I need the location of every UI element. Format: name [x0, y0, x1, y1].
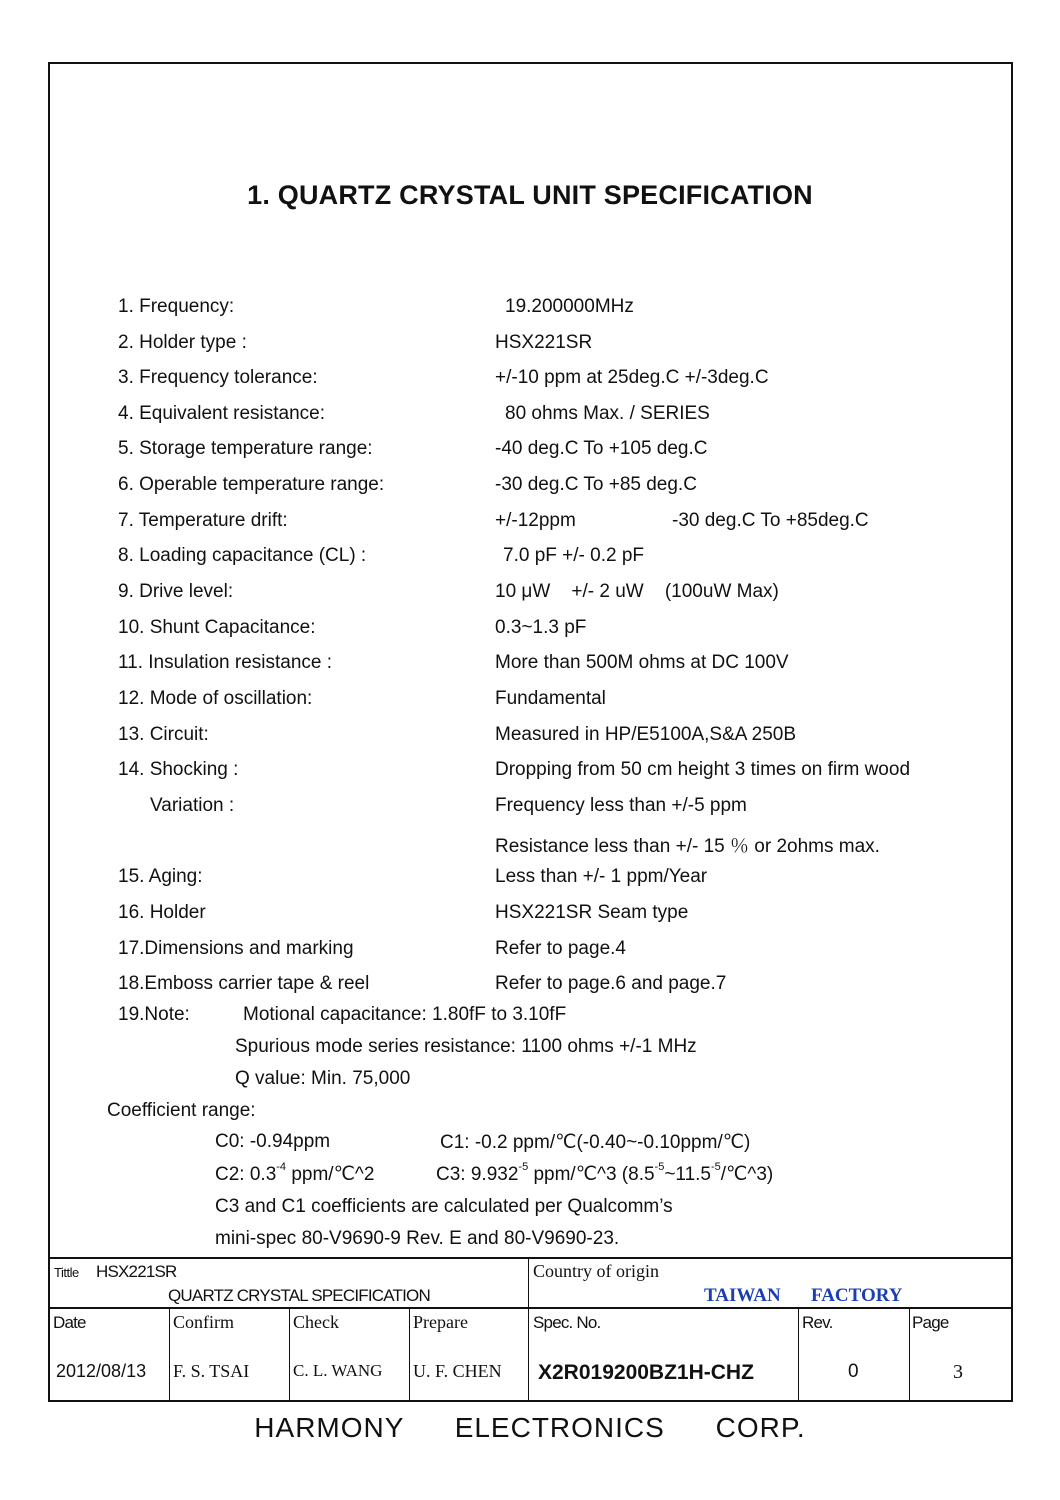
- origin-label: Country of origin: [533, 1261, 659, 1281]
- spec-value: Measured in HP/E5100A,S&A 250B: [495, 724, 797, 745]
- title-description: QUARTZ CRYSTAL SPECIFICATION: [168, 1286, 430, 1305]
- title-block-divider: [528, 1258, 529, 1402]
- spec-value: 0.3~1.3 pF: [495, 617, 587, 638]
- coefficient-c2: C2: $0.3^{-4}$ ppm/℃^2: [215, 1161, 375, 1185]
- spec-label: 2. Holder type :: [118, 332, 247, 353]
- title-block-divider: [50, 1307, 1011, 1309]
- spec-value: Refer to page.6 and page.7: [495, 973, 727, 994]
- spec-value: Dropping from 50 cm height 3 times on firm wood: [495, 759, 911, 780]
- check-header: Check: [293, 1312, 339, 1332]
- spec-value: -40 deg.C To +105 deg.C: [495, 438, 708, 459]
- spec-label: 12. Mode of oscillation:: [118, 688, 313, 709]
- company-footer: HARMONY ELECTRONICS CORP.: [254, 1412, 806, 1443]
- title-block-top-border: [50, 1257, 1011, 1259]
- spec-label: 5. Storage temperature range:: [118, 438, 373, 459]
- confirm-value: F. S. TSAI: [173, 1361, 250, 1381]
- spec-label: 10. Shunt Capacitance:: [118, 617, 316, 638]
- date-value: 2012/08/13: [56, 1361, 147, 1381]
- title-block-divider: [289, 1308, 290, 1402]
- spec-no-value: X2R019200BZ1H-CHZ: [538, 1361, 754, 1384]
- spec-label: Variation :: [150, 795, 235, 816]
- spec-label: 13. Circuit:: [118, 724, 209, 745]
- spec-value: Resistance less than +/- 15 ％ or 2ohms max.: [495, 836, 880, 857]
- title-model: HSX221SR: [96, 1262, 177, 1281]
- coefficient-c1: C1: -0.2 ppm/℃(-0.40~-0.10ppm/℃): [440, 1132, 751, 1153]
- title-block-divider: [798, 1308, 799, 1402]
- check-value: C. L. WANG: [293, 1361, 383, 1380]
- spec-value: +/-12ppm: [495, 510, 576, 531]
- coefficient-c3: C3: $9.932^{-5}$ ppm/℃^3 $(8.5^{-5}\sim 11.5^{-5}/℃\^{}3)$: [436, 1161, 774, 1185]
- rev-header: Rev.: [802, 1313, 833, 1332]
- title-block-divider: [169, 1308, 170, 1402]
- spec-value: Fundamental: [495, 688, 606, 709]
- coefficient-note: mini-spec 80-V9690-9 Rev. E and 80-V9690-23.: [215, 1228, 620, 1249]
- page-header: Page: [912, 1313, 949, 1332]
- spec-label: 8. Loading capacitance (CL) :: [118, 545, 367, 566]
- note-line: Motional capacitance: 1.80fF to 3.10fF: [243, 1004, 567, 1025]
- coefficient-heading: Coefficient range:: [107, 1100, 256, 1121]
- spec-label: 3. Frequency tolerance:: [118, 367, 318, 388]
- origin-factory: FACTORY: [811, 1285, 903, 1306]
- spec-value-secondary: -30 deg.C To +85deg.C: [672, 510, 869, 531]
- title-block-divider: [909, 1308, 910, 1402]
- rev-value: 0: [848, 1361, 859, 1382]
- prepare-value: U. F. CHEN: [413, 1361, 502, 1381]
- spec-label: 15. Aging:: [118, 866, 203, 887]
- confirm-header: Confirm: [173, 1312, 234, 1332]
- spec-value: 7.0 pF +/- 0.2 pF: [503, 545, 644, 566]
- spec-value: -30 deg.C To +85 deg.C: [495, 474, 697, 495]
- spec-value: 19.200000MHz: [505, 296, 634, 317]
- spec-value: +/-10 ppm at 25deg.C +/-3deg.C: [495, 367, 769, 388]
- spec-value: 10 μW +/- 2 uW (100uW Max): [495, 581, 779, 602]
- page-title: 1. QUARTZ CRYSTAL UNIT SPECIFICATION: [247, 180, 813, 210]
- spec-value: 80 ohms Max. / SERIES: [505, 403, 710, 424]
- note-line: Q value: Min. 75,000: [235, 1068, 411, 1089]
- spec-value: Refer to page.4: [495, 938, 626, 959]
- spec-label: 16. Holder: [118, 902, 206, 923]
- note-line: Spurious mode series resistance: 1100 ohms +/-1 MHz: [235, 1036, 697, 1057]
- note-label: 19.Note:: [118, 1004, 190, 1025]
- prepare-header: Prepare: [413, 1312, 468, 1332]
- title-label: Tittle: [54, 1265, 79, 1280]
- origin-country: TAIWAN: [704, 1285, 781, 1306]
- spec-label: 6. Operable temperature range:: [118, 474, 385, 495]
- page-value: 3: [953, 1361, 963, 1383]
- spec-label: 18.Emboss carrier tape & reel: [118, 973, 370, 994]
- spec-label: 14. Shocking :: [118, 759, 239, 780]
- spec-label: 7. Temperature drift:: [118, 510, 288, 531]
- spec-label: 17.Dimensions and marking: [118, 938, 354, 959]
- spec-value: Less than +/- 1 ppm/Year: [495, 866, 708, 887]
- spec-value: Frequency less than +/-5 ppm: [495, 795, 747, 816]
- coefficient-note: C3 and C1 coefficients are calculated per Qualcomm’s: [215, 1196, 673, 1217]
- spec-value: More than 500M ohms at DC 100V: [495, 652, 789, 673]
- spec-label: 1. Frequency:: [118, 296, 235, 317]
- spec-label: 11. Insulation resistance :: [118, 652, 333, 673]
- spec-label: 4. Equivalent resistance:: [118, 403, 326, 424]
- spec-label: 9. Drive level:: [118, 581, 234, 602]
- coefficient-c0: C0: -0.94ppm: [215, 1131, 331, 1152]
- title-block-divider: [409, 1308, 410, 1402]
- spec-value: HSX221SR: [495, 332, 593, 353]
- spec-no-header: Spec. No.: [533, 1313, 601, 1332]
- date-header: Date: [53, 1313, 86, 1332]
- spec-value: HSX221SR Seam type: [495, 902, 689, 923]
